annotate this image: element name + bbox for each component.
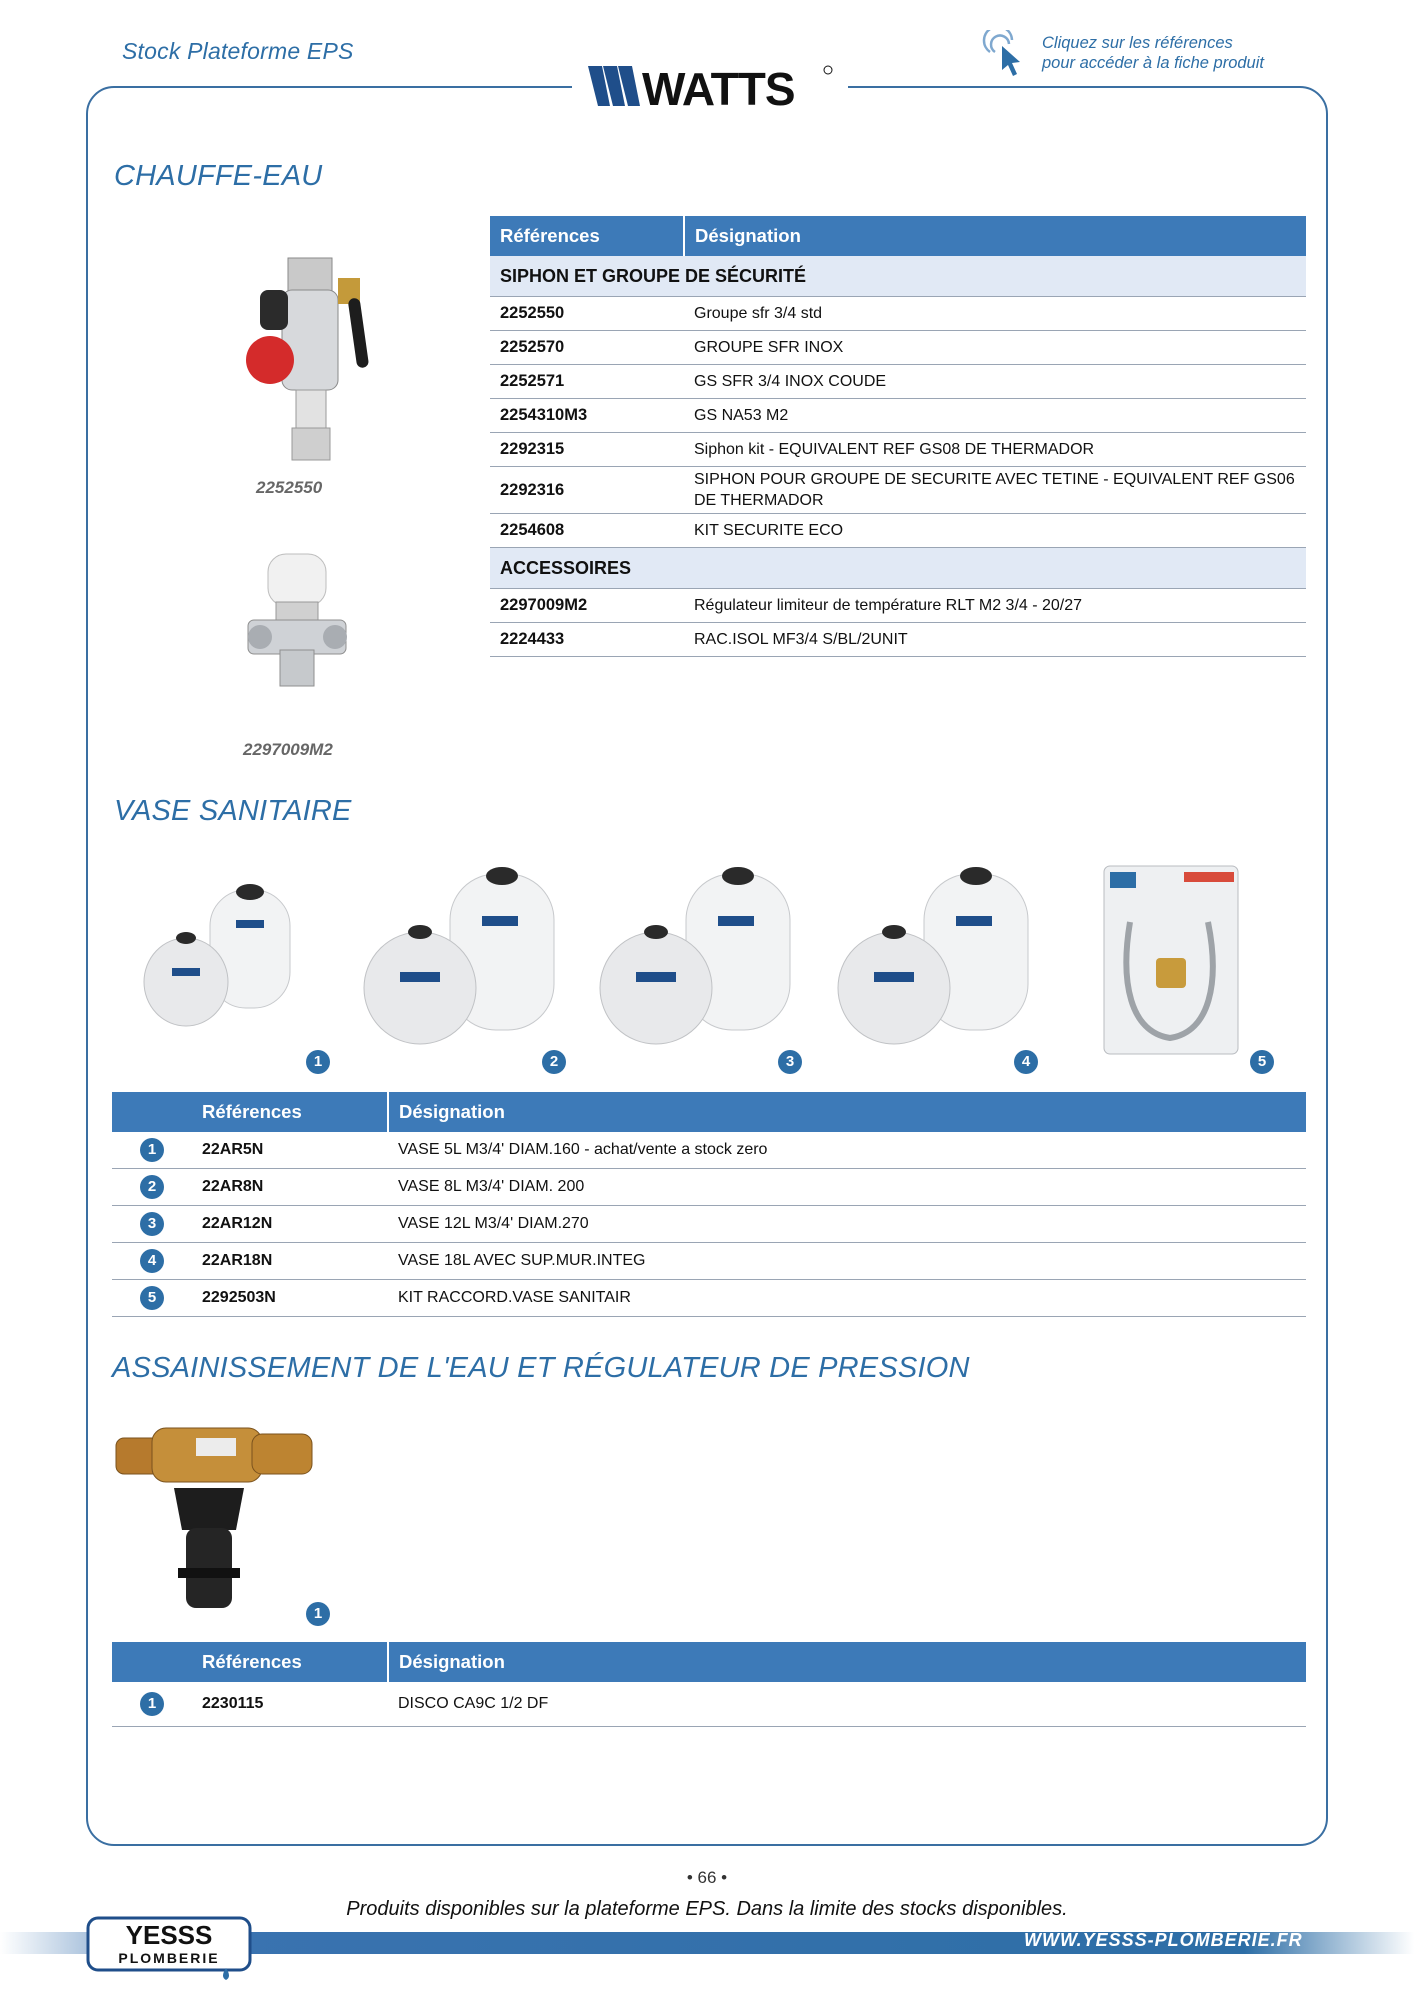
col-header-references: Références <box>490 216 684 256</box>
ref-link[interactable]: 2252570 <box>490 331 684 365</box>
row-number: 4 <box>140 1249 164 1273</box>
designation: GS NA53 M2 <box>684 399 1306 433</box>
designation: DISCO CA9C 1/2 DF <box>388 1682 1306 1726</box>
designation: VASE 12L M3/4' DIAM.270 <box>388 1206 1306 1243</box>
table-row[interactable] <box>112 1169 1306 1206</box>
ref-link[interactable]: 22AR8N <box>192 1169 388 1206</box>
designation: SIPHON POUR GROUPE DE SECURITE AVEC TETINE - EQUIVALENT REF GS06 DE THERMADOR <box>684 467 1306 514</box>
ref-link[interactable]: 22AR12N <box>192 1206 388 1243</box>
designation: VASE 18L AVEC SUP.MUR.INTEG <box>388 1243 1306 1280</box>
ref-link[interactable]: 2252571 <box>490 365 684 399</box>
disconnector-product-image[interactable] <box>112 1418 322 1618</box>
connection-kit-product-image[interactable] <box>1100 862 1242 1058</box>
designation: VASE 8L M3/4' DIAM. 200 <box>388 1169 1306 1206</box>
designation: VASE 5L M3/4' DIAM.160 - achat/vente a stock zero <box>388 1132 1306 1169</box>
disclaimer: Produits disponibles sur la plateforme EPS. Dans la limite des stocks disponibles. <box>346 1898 1068 1920</box>
designation: Régulateur limiteur de température RLT M2 3/4 - 20/27 <box>684 589 1306 623</box>
designation: Groupe sfr 3/4 std <box>684 297 1306 331</box>
col-header-references: Références <box>192 1642 388 1682</box>
ref-link[interactable]: 2224433 <box>490 623 684 657</box>
table-row[interactable] <box>112 1206 1306 1243</box>
vase-8l-product-image[interactable] <box>360 862 560 1058</box>
logo-line2: PLOMBERIE <box>118 1950 220 1966</box>
vase-sanitaire-table <box>112 1092 1306 1317</box>
vase-5l-product-image[interactable] <box>140 880 300 1040</box>
table-row[interactable] <box>112 1280 1306 1317</box>
ref-link[interactable]: 2292315 <box>490 433 684 467</box>
caption-2252550: 2252550 <box>256 478 323 497</box>
table-row[interactable] <box>490 399 1306 433</box>
designation: GROUPE SFR INOX <box>684 331 1306 365</box>
designation: Siphon kit - EQUIVALENT REF GS08 DE THERMADOR <box>684 433 1306 467</box>
row-number: 1 <box>140 1692 164 1716</box>
table-row[interactable] <box>490 365 1306 399</box>
section-title-assainissement: ASSAINISSEMENT DE L'EAU ET RÉGULATEUR DE PRESSION <box>112 1352 970 1384</box>
caption-2297009M2: 2297009M2 <box>243 740 333 759</box>
website-link[interactable]: WWW.YESSS-PLOMBERIE.FR <box>1024 1930 1303 1950</box>
temperature-limiter-product-image[interactable] <box>240 550 355 690</box>
click-hint: Cliquez sur les références pour accéder à la fiche produit <box>1042 34 1264 72</box>
ref-link[interactable]: 2254310M3 <box>490 399 684 433</box>
section-title-chauffe-eau: CHAUFFE-EAU <box>114 160 323 192</box>
table-row[interactable] <box>112 1132 1306 1169</box>
group-siphon: SIPHON ET GROUPE DE SÉCURITÉ <box>490 256 1306 297</box>
vase-badge-2: 2 <box>542 1050 566 1074</box>
assainissement-table <box>112 1642 1306 1727</box>
table-row[interactable] <box>490 433 1306 467</box>
designation: RAC.ISOL MF3/4 S/BL/2UNIT <box>684 623 1306 657</box>
row-number: 2 <box>140 1175 164 1199</box>
ref-link[interactable]: 22AR18N <box>192 1243 388 1280</box>
col-header-num <box>112 1092 192 1132</box>
ref-link[interactable]: 2292316 <box>490 467 684 514</box>
yesss-plomberie-logo <box>86 1916 252 1982</box>
table-row[interactable] <box>490 589 1306 623</box>
ref-link[interactable]: 2252550 <box>490 297 684 331</box>
row-number: 5 <box>140 1286 164 1310</box>
page-number: • 66 • <box>686 1868 728 1887</box>
ref-link[interactable]: 2254608 <box>490 514 684 548</box>
ref-link[interactable]: 2297009M2 <box>490 589 684 623</box>
vase-12l-product-image[interactable] <box>596 862 796 1058</box>
designation: KIT SECURITE ECO <box>684 514 1306 548</box>
designation: GS SFR 3/4 INOX COUDE <box>684 365 1306 399</box>
watts-logo <box>588 62 834 112</box>
vase-18l-product-image[interactable] <box>834 862 1034 1058</box>
col-header-designation: Désignation <box>388 1642 1306 1682</box>
col-header-designation: Désignation <box>388 1092 1306 1132</box>
table-row[interactable] <box>112 1243 1306 1280</box>
table-row[interactable] <box>490 331 1306 365</box>
stock-title: Stock Plateforme EPS <box>122 38 354 64</box>
ref-link[interactable]: 22AR5N <box>192 1132 388 1169</box>
col-header-designation: Désignation <box>684 216 1306 256</box>
table-row[interactable] <box>490 467 1306 514</box>
table-row[interactable] <box>490 514 1306 548</box>
vase-badge-1: 1 <box>306 1050 330 1074</box>
designation: KIT RACCORD.VASE SANITAIR <box>388 1280 1306 1317</box>
click-cursor-icon <box>982 30 1028 78</box>
row-number: 3 <box>140 1212 164 1236</box>
row-number: 1 <box>140 1138 164 1162</box>
logo-line1: YESSS <box>125 1920 213 1950</box>
vase-badge-4: 4 <box>1014 1050 1038 1074</box>
safety-group-product-image[interactable] <box>240 250 390 465</box>
chauffe-eau-table <box>490 216 1306 657</box>
section-title-vase-sanitaire: VASE SANITAIRE <box>114 795 352 827</box>
col-header-num <box>112 1642 192 1682</box>
table-row[interactable] <box>490 623 1306 657</box>
col-header-references: Références <box>192 1092 388 1132</box>
table-row[interactable] <box>112 1682 1306 1726</box>
brand-text: WATTS <box>642 63 795 112</box>
vase-badge-3: 3 <box>778 1050 802 1074</box>
ref-link[interactable]: 2292503N <box>192 1280 388 1317</box>
group-accessoires: ACCESSOIRES <box>490 548 1306 589</box>
ref-link[interactable]: 2230115 <box>192 1682 388 1726</box>
table-row[interactable] <box>490 297 1306 331</box>
vase-badge-5: 5 <box>1250 1050 1274 1074</box>
assainissement-badge-1: 1 <box>306 1602 330 1626</box>
